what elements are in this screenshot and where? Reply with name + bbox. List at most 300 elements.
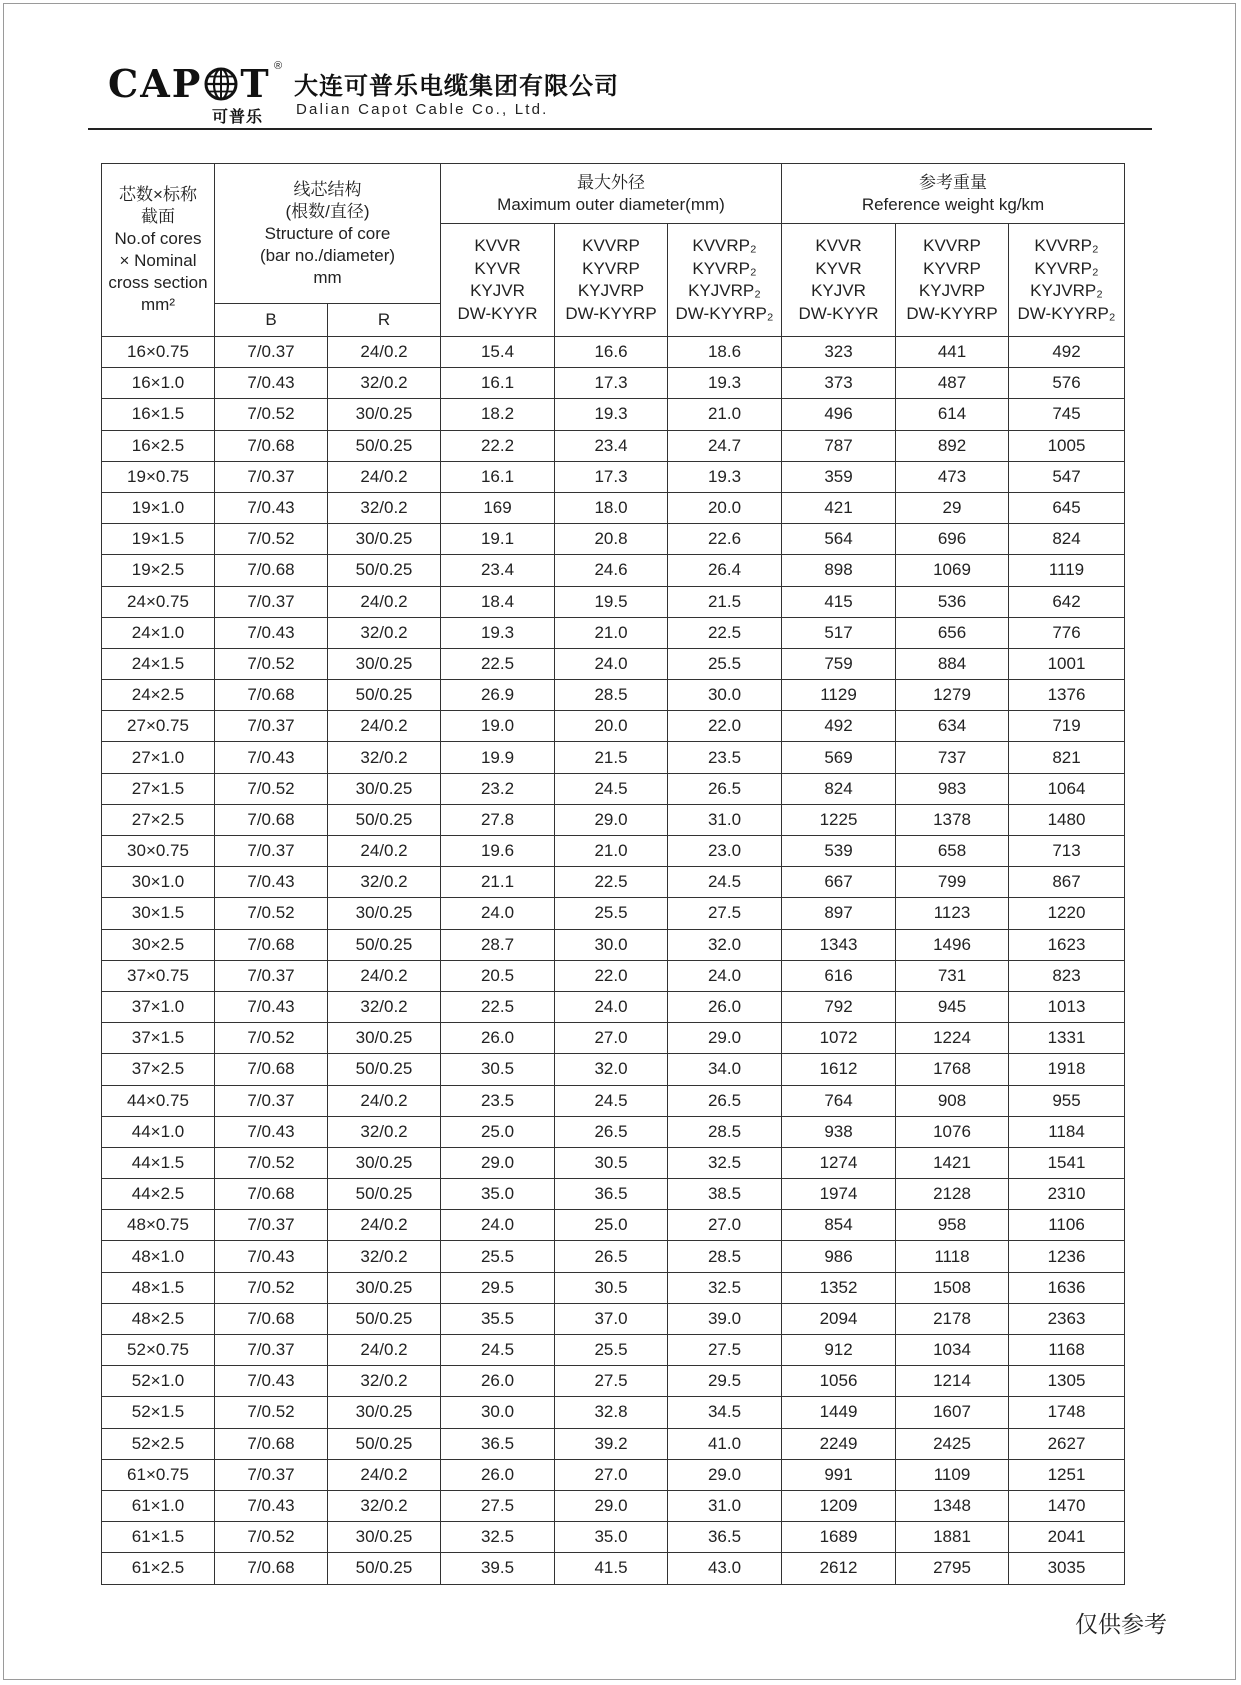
cell-weight-kvvrp2: 1106	[1009, 1210, 1125, 1241]
cell-diameter-kvvrp: 28.5	[555, 680, 668, 711]
cell-structure-r: 30/0.25	[328, 1522, 441, 1553]
cell-diameter-kvvrp: 23.4	[555, 430, 668, 461]
cell-diameter-kvvrp: 27.0	[555, 1023, 668, 1054]
cell-diameter-kvvrp: 41.5	[555, 1553, 668, 1584]
cell-cores-section: 44×0.75	[102, 1085, 215, 1116]
cell-weight-kvvrp: 908	[896, 1085, 1009, 1116]
cell-cores-section: 19×1.0	[102, 492, 215, 523]
cell-weight-kvvr: 912	[782, 1335, 896, 1366]
cell-weight-kvvrp2: 1636	[1009, 1272, 1125, 1303]
cell-diameter-kvvrp: 21.0	[555, 836, 668, 867]
cell-weight-kvvrp2: 821	[1009, 742, 1125, 773]
cell-diameter-kvvr: 15.4	[441, 337, 555, 368]
cell-diameter-kvvrp2: 22.0	[668, 711, 782, 742]
cell-structure-r: 30/0.25	[328, 1023, 441, 1054]
cell-structure-b: 7/0.43	[215, 1241, 328, 1272]
table-row	[102, 991, 1125, 1022]
cell-weight-kvvr: 1689	[782, 1522, 896, 1553]
cell-structure-r: 50/0.25	[328, 1303, 441, 1334]
cell-diameter-kvvr: 25.5	[441, 1241, 555, 1272]
cell-weight-kvvrp2: 2041	[1009, 1522, 1125, 1553]
cell-structure-r: 30/0.25	[328, 773, 441, 804]
cell-structure-r: 30/0.25	[328, 1272, 441, 1303]
cell-diameter-kvvrp: 25.0	[555, 1210, 668, 1241]
header-model-group: KVVRP KYVRP KYJVRP DW-KYYRP	[896, 224, 1009, 337]
cell-weight-kvvrp2: 576	[1009, 368, 1125, 399]
cell-structure-r: 24/0.2	[328, 836, 441, 867]
cell-weight-kvvr: 564	[782, 524, 896, 555]
table-row	[102, 524, 1125, 555]
cell-weight-kvvrp: 1034	[896, 1335, 1009, 1366]
cell-structure-b: 7/0.37	[215, 337, 328, 368]
cell-structure-r: 50/0.25	[328, 680, 441, 711]
cell-diameter-kvvrp2: 29.0	[668, 1023, 782, 1054]
cell-structure-r: 50/0.25	[328, 555, 441, 586]
cell-structure-b: 7/0.37	[215, 836, 328, 867]
table-row	[102, 1179, 1125, 1210]
cell-structure-r: 24/0.2	[328, 1085, 441, 1116]
cell-structure-r: 50/0.25	[328, 1179, 441, 1210]
cell-diameter-kvvrp2: 41.0	[668, 1428, 782, 1459]
cell-weight-kvvrp: 1076	[896, 1116, 1009, 1147]
cell-structure-r: 30/0.25	[328, 1147, 441, 1178]
cell-cores-section: 16×0.75	[102, 337, 215, 368]
cell-cores-section: 24×1.5	[102, 648, 215, 679]
table-row	[102, 492, 1125, 523]
table-row	[102, 867, 1125, 898]
table-row	[102, 929, 1125, 960]
cell-diameter-kvvrp: 30.5	[555, 1147, 668, 1178]
cell-diameter-kvvrp2: 26.4	[668, 555, 782, 586]
cell-diameter-kvvr: 24.0	[441, 898, 555, 929]
cell-weight-kvvrp: 614	[896, 399, 1009, 430]
cell-diameter-kvvrp: 21.0	[555, 617, 668, 648]
cell-cores-section: 61×0.75	[102, 1459, 215, 1490]
cell-diameter-kvvrp: 26.5	[555, 1241, 668, 1272]
cell-cores-section: 37×1.5	[102, 1023, 215, 1054]
cell-diameter-kvvrp2: 25.5	[668, 648, 782, 679]
cell-weight-kvvrp: 799	[896, 867, 1009, 898]
cell-structure-b: 7/0.37	[215, 1085, 328, 1116]
cell-cores-section: 27×1.5	[102, 773, 215, 804]
cell-weight-kvvr: 1343	[782, 929, 896, 960]
cell-diameter-kvvrp: 25.5	[555, 1335, 668, 1366]
cell-weight-kvvr: 616	[782, 960, 896, 991]
cell-weight-kvvr: 1274	[782, 1147, 896, 1178]
cell-diameter-kvvrp2: 21.0	[668, 399, 782, 430]
table-row	[102, 1397, 1125, 1428]
table-row	[102, 648, 1125, 679]
cell-weight-kvvrp2: 1470	[1009, 1490, 1125, 1521]
cell-diameter-kvvr: 26.0	[441, 1459, 555, 1490]
cell-diameter-kvvrp: 32.0	[555, 1054, 668, 1085]
cell-diameter-kvvrp: 24.5	[555, 1085, 668, 1116]
cell-diameter-kvvr: 16.1	[441, 461, 555, 492]
cell-diameter-kvvrp: 26.5	[555, 1116, 668, 1147]
cell-cores-section: 27×1.0	[102, 742, 215, 773]
cell-diameter-kvvr: 19.1	[441, 524, 555, 555]
cell-weight-kvvrp: 1508	[896, 1272, 1009, 1303]
cell-diameter-kvvrp2: 26.0	[668, 991, 782, 1022]
cell-cores-section: 52×1.0	[102, 1366, 215, 1397]
cell-weight-kvvr: 824	[782, 773, 896, 804]
cell-weight-kvvr: 759	[782, 648, 896, 679]
cell-diameter-kvvr: 32.5	[441, 1522, 555, 1553]
table-row	[102, 1116, 1125, 1147]
cell-diameter-kvvrp: 35.0	[555, 1522, 668, 1553]
cell-cores-section: 37×0.75	[102, 960, 215, 991]
cell-diameter-kvvrp2: 39.0	[668, 1303, 782, 1334]
cell-diameter-kvvr: 30.0	[441, 1397, 555, 1428]
cell-structure-b: 7/0.52	[215, 1023, 328, 1054]
cell-diameter-kvvrp2: 27.5	[668, 898, 782, 929]
cell-structure-b: 7/0.43	[215, 1490, 328, 1521]
cell-weight-kvvr: 415	[782, 586, 896, 617]
cell-weight-kvvrp: 945	[896, 991, 1009, 1022]
header-cores-section: 芯数×标称 截面 No.of cores × Nominal cross section mm²	[102, 164, 215, 337]
cell-structure-b: 7/0.43	[215, 1366, 328, 1397]
table-row	[102, 1428, 1125, 1459]
table-row	[102, 368, 1125, 399]
table-row	[102, 430, 1125, 461]
cell-structure-r: 50/0.25	[328, 804, 441, 835]
table-row	[102, 804, 1125, 835]
cell-structure-r: 50/0.25	[328, 430, 441, 461]
cell-cores-section: 61×1.5	[102, 1522, 215, 1553]
cell-cores-section: 61×1.0	[102, 1490, 215, 1521]
cell-structure-r: 24/0.2	[328, 337, 441, 368]
cell-structure-b: 7/0.52	[215, 1147, 328, 1178]
cell-weight-kvvr: 496	[782, 399, 896, 430]
cell-weight-kvvrp: 696	[896, 524, 1009, 555]
cell-diameter-kvvrp: 37.0	[555, 1303, 668, 1334]
cell-diameter-kvvrp2: 27.0	[668, 1210, 782, 1241]
cell-diameter-kvvr: 16.1	[441, 368, 555, 399]
table-row	[102, 1147, 1125, 1178]
table-row	[102, 1366, 1125, 1397]
cell-structure-b: 7/0.37	[215, 1335, 328, 1366]
cell-structure-r: 32/0.2	[328, 991, 441, 1022]
cell-weight-kvvrp: 731	[896, 960, 1009, 991]
cell-diameter-kvvrp: 17.3	[555, 461, 668, 492]
cell-weight-kvvrp2: 2627	[1009, 1428, 1125, 1459]
cell-diameter-kvvr: 19.9	[441, 742, 555, 773]
cell-diameter-kvvrp2: 28.5	[668, 1116, 782, 1147]
cell-structure-b: 7/0.37	[215, 1210, 328, 1241]
cell-weight-kvvrp2: 492	[1009, 337, 1125, 368]
cell-structure-r: 30/0.25	[328, 898, 441, 929]
cell-structure-b: 7/0.68	[215, 1303, 328, 1334]
cell-diameter-kvvrp: 25.5	[555, 898, 668, 929]
table-row	[102, 836, 1125, 867]
cell-diameter-kvvrp2: 38.5	[668, 1179, 782, 1210]
cell-weight-kvvrp2: 2363	[1009, 1303, 1125, 1334]
table-row	[102, 1085, 1125, 1116]
cell-cores-section: 30×2.5	[102, 929, 215, 960]
cell-structure-b: 7/0.68	[215, 1179, 328, 1210]
cell-weight-kvvrp2: 823	[1009, 960, 1125, 991]
cell-cores-section: 27×0.75	[102, 711, 215, 742]
cell-structure-b: 7/0.68	[215, 555, 328, 586]
cell-cores-section: 48×0.75	[102, 1210, 215, 1241]
cell-structure-b: 7/0.68	[215, 1054, 328, 1085]
cell-diameter-kvvrp: 36.5	[555, 1179, 668, 1210]
logo-text-left: CAP	[108, 61, 203, 106]
table-row	[102, 1553, 1125, 1584]
cell-weight-kvvrp: 1069	[896, 555, 1009, 586]
cell-structure-b: 7/0.68	[215, 680, 328, 711]
cell-diameter-kvvrp2: 24.5	[668, 867, 782, 898]
table-row	[102, 1023, 1125, 1054]
cell-structure-b: 7/0.52	[215, 1272, 328, 1303]
cell-weight-kvvrp2: 1119	[1009, 555, 1125, 586]
cell-cores-section: 48×1.5	[102, 1272, 215, 1303]
table-row	[102, 399, 1125, 430]
cell-cores-section: 52×1.5	[102, 1397, 215, 1428]
cell-weight-kvvrp2: 547	[1009, 461, 1125, 492]
cell-diameter-kvvr: 21.1	[441, 867, 555, 898]
logo-text-right: T	[240, 61, 271, 106]
cell-diameter-kvvrp: 24.0	[555, 991, 668, 1022]
cell-diameter-kvvr: 39.5	[441, 1553, 555, 1584]
cell-weight-kvvr: 517	[782, 617, 896, 648]
cell-structure-r: 32/0.2	[328, 1366, 441, 1397]
cell-weight-kvvr: 492	[782, 711, 896, 742]
cell-diameter-kvvrp2: 29.0	[668, 1459, 782, 1490]
cell-weight-kvvr: 421	[782, 492, 896, 523]
cell-weight-kvvrp2: 1748	[1009, 1397, 1125, 1428]
cell-structure-b: 7/0.52	[215, 524, 328, 555]
header-model-group: KVVR KYVR KYJVR DW-KYYR	[782, 224, 896, 337]
cell-weight-kvvr: 764	[782, 1085, 896, 1116]
cell-weight-kvvr: 1449	[782, 1397, 896, 1428]
cell-structure-r: 24/0.2	[328, 1459, 441, 1490]
cell-structure-b: 7/0.52	[215, 898, 328, 929]
cable-spec-table	[101, 163, 1125, 1585]
cell-diameter-kvvr: 26.0	[441, 1023, 555, 1054]
cell-structure-b: 7/0.43	[215, 1116, 328, 1147]
cell-weight-kvvrp: 1607	[896, 1397, 1009, 1428]
cell-cores-section: 44×2.5	[102, 1179, 215, 1210]
cell-weight-kvvrp: 958	[896, 1210, 1009, 1241]
cell-structure-r: 50/0.25	[328, 1428, 441, 1459]
cell-structure-b: 7/0.43	[215, 742, 328, 773]
cell-cores-section: 24×2.5	[102, 680, 215, 711]
cell-diameter-kvvrp: 32.8	[555, 1397, 668, 1428]
cell-weight-kvvrp2: 645	[1009, 492, 1125, 523]
cell-structure-b: 7/0.43	[215, 867, 328, 898]
cell-diameter-kvvrp2: 19.3	[668, 368, 782, 399]
cell-structure-r: 32/0.2	[328, 1241, 441, 1272]
cell-weight-kvvr: 2249	[782, 1428, 896, 1459]
cell-weight-kvvrp: 1109	[896, 1459, 1009, 1490]
cell-weight-kvvrp2: 745	[1009, 399, 1125, 430]
cell-diameter-kvvr: 24.5	[441, 1335, 555, 1366]
cell-structure-b: 7/0.52	[215, 1522, 328, 1553]
cell-structure-b: 7/0.52	[215, 1397, 328, 1428]
cell-diameter-kvvrp: 22.0	[555, 960, 668, 991]
cell-diameter-kvvr: 19.0	[441, 711, 555, 742]
cell-diameter-kvvrp: 30.5	[555, 1272, 668, 1303]
cell-diameter-kvvrp: 20.0	[555, 711, 668, 742]
cell-cores-section: 52×2.5	[102, 1428, 215, 1459]
table-row	[102, 1490, 1125, 1521]
page-header	[108, 60, 708, 130]
cell-diameter-kvvrp: 20.8	[555, 524, 668, 555]
cell-weight-kvvrp2: 1918	[1009, 1054, 1125, 1085]
cell-structure-r: 24/0.2	[328, 711, 441, 742]
cell-weight-kvvr: 373	[782, 368, 896, 399]
cell-structure-b: 7/0.37	[215, 461, 328, 492]
cell-weight-kvvrp2: 713	[1009, 836, 1125, 867]
cell-structure-b: 7/0.37	[215, 711, 328, 742]
cell-weight-kvvr: 539	[782, 836, 896, 867]
cell-structure-b: 7/0.68	[215, 1553, 328, 1584]
cell-diameter-kvvrp2: 28.5	[668, 1241, 782, 1272]
cell-weight-kvvrp: 658	[896, 836, 1009, 867]
cell-structure-r: 24/0.2	[328, 1210, 441, 1241]
table-row	[102, 1272, 1125, 1303]
cell-diameter-kvvr: 23.4	[441, 555, 555, 586]
cell-weight-kvvrp: 1348	[896, 1490, 1009, 1521]
cell-diameter-kvvr: 25.0	[441, 1116, 555, 1147]
cell-diameter-kvvr: 27.8	[441, 804, 555, 835]
cell-diameter-kvvr: 18.4	[441, 586, 555, 617]
cell-weight-kvvr: 1612	[782, 1054, 896, 1085]
logo-chinese: 可普乐	[212, 109, 264, 126]
cell-structure-r: 30/0.25	[328, 524, 441, 555]
cell-diameter-kvvr: 27.5	[441, 1490, 555, 1521]
cell-weight-kvvr: 2612	[782, 1553, 896, 1584]
cell-weight-kvvr: 667	[782, 867, 896, 898]
cell-diameter-kvvrp2: 34.5	[668, 1397, 782, 1428]
cell-weight-kvvrp2: 2310	[1009, 1179, 1125, 1210]
cell-structure-r: 50/0.25	[328, 1054, 441, 1085]
table-row	[102, 1459, 1125, 1490]
cell-structure-b: 7/0.52	[215, 399, 328, 430]
cell-weight-kvvrp2: 642	[1009, 586, 1125, 617]
cell-weight-kvvrp2: 1220	[1009, 898, 1125, 929]
cell-diameter-kvvrp: 19.5	[555, 586, 668, 617]
cell-weight-kvvr: 1352	[782, 1272, 896, 1303]
cell-diameter-kvvr: 35.5	[441, 1303, 555, 1334]
cell-diameter-kvvrp: 39.2	[555, 1428, 668, 1459]
cell-structure-b: 7/0.37	[215, 586, 328, 617]
table-row	[102, 586, 1125, 617]
cell-structure-r: 32/0.2	[328, 742, 441, 773]
cell-weight-kvvrp: 1279	[896, 680, 1009, 711]
table-row	[102, 898, 1125, 929]
cell-cores-section: 30×0.75	[102, 836, 215, 867]
cell-weight-kvvrp2: 1331	[1009, 1023, 1125, 1054]
cell-weight-kvvrp: 441	[896, 337, 1009, 368]
cell-cores-section: 16×2.5	[102, 430, 215, 461]
table-row	[102, 461, 1125, 492]
cell-diameter-kvvrp: 27.0	[555, 1459, 668, 1490]
table-row	[102, 1210, 1125, 1241]
cell-diameter-kvvrp2: 21.5	[668, 586, 782, 617]
header-structure-r: R	[328, 304, 441, 337]
cell-diameter-kvvr: 23.2	[441, 773, 555, 804]
cell-diameter-kvvr: 35.0	[441, 1179, 555, 1210]
cell-diameter-kvvr: 19.3	[441, 617, 555, 648]
cell-diameter-kvvrp2: 24.7	[668, 430, 782, 461]
cell-weight-kvvr: 1072	[782, 1023, 896, 1054]
cell-weight-kvvrp2: 1001	[1009, 648, 1125, 679]
company-name-chinese: 大连可普乐电缆集团有限公司	[294, 72, 619, 100]
cell-diameter-kvvr: 23.5	[441, 1085, 555, 1116]
cell-weight-kvvrp2: 1005	[1009, 430, 1125, 461]
cell-diameter-kvvr: 28.7	[441, 929, 555, 960]
cell-cores-section: 48×1.0	[102, 1241, 215, 1272]
cell-weight-kvvrp: 1421	[896, 1147, 1009, 1178]
cell-diameter-kvvrp: 19.3	[555, 399, 668, 430]
cell-diameter-kvvr: 26.0	[441, 1366, 555, 1397]
cell-structure-r: 24/0.2	[328, 960, 441, 991]
cell-diameter-kvvrp2: 20.0	[668, 492, 782, 523]
table-row	[102, 1241, 1125, 1272]
cell-weight-kvvrp2: 1376	[1009, 680, 1125, 711]
header-reference-weight: 参考重量 Reference weight kg/km	[782, 164, 1125, 224]
cell-cores-section: 30×1.5	[102, 898, 215, 929]
cell-structure-r: 24/0.2	[328, 461, 441, 492]
company-name-english: Dalian Capot Cable Co., Ltd.	[296, 101, 549, 118]
cell-structure-b: 7/0.37	[215, 960, 328, 991]
cell-cores-section: 16×1.5	[102, 399, 215, 430]
cell-cores-section: 16×1.0	[102, 368, 215, 399]
cell-weight-kvvrp2: 1623	[1009, 929, 1125, 960]
cell-weight-kvvrp2: 3035	[1009, 1553, 1125, 1584]
cell-diameter-kvvrp2: 31.0	[668, 804, 782, 835]
header-model-group: KVVRP₂ KYVRP₂ KYJVRP₂ DW-KYYRP₂	[668, 224, 782, 337]
cell-weight-kvvrp2: 1541	[1009, 1147, 1125, 1178]
cell-cores-section: 37×1.0	[102, 991, 215, 1022]
cell-weight-kvvr: 1056	[782, 1366, 896, 1397]
cell-weight-kvvrp: 1214	[896, 1366, 1009, 1397]
table-row	[102, 1054, 1125, 1085]
cell-diameter-kvvr: 22.2	[441, 430, 555, 461]
cell-diameter-kvvrp2: 26.5	[668, 773, 782, 804]
cell-diameter-kvvrp2: 29.5	[668, 1366, 782, 1397]
cell-weight-kvvrp2: 719	[1009, 711, 1125, 742]
cell-cores-section: 19×0.75	[102, 461, 215, 492]
cell-diameter-kvvr: 18.2	[441, 399, 555, 430]
cell-weight-kvvrp: 2178	[896, 1303, 1009, 1334]
header-core-structure: 线芯结构 (根数/直径) Structure of core (bar no./diameter) mm	[215, 164, 441, 304]
table-row	[102, 711, 1125, 742]
cell-weight-kvvrp: 1224	[896, 1023, 1009, 1054]
cell-weight-kvvrp2: 1305	[1009, 1366, 1125, 1397]
company-logo	[108, 61, 271, 106]
cell-weight-kvvr: 1209	[782, 1490, 896, 1521]
cell-diameter-kvvr: 22.5	[441, 991, 555, 1022]
cell-diameter-kvvrp: 21.5	[555, 742, 668, 773]
cell-diameter-kvvr: 169	[441, 492, 555, 523]
cell-diameter-kvvrp: 30.0	[555, 929, 668, 960]
cell-weight-kvvrp: 2425	[896, 1428, 1009, 1459]
reference-only-note: 仅供参考	[1075, 1612, 1167, 1638]
cell-weight-kvvr: 991	[782, 1459, 896, 1490]
cell-diameter-kvvrp2: 24.0	[668, 960, 782, 991]
cell-cores-section: 48×2.5	[102, 1303, 215, 1334]
cell-weight-kvvrp2: 824	[1009, 524, 1125, 555]
cell-diameter-kvvr: 36.5	[441, 1428, 555, 1459]
table-row	[102, 555, 1125, 586]
cell-diameter-kvvrp2: 23.5	[668, 742, 782, 773]
cell-structure-b: 7/0.68	[215, 1428, 328, 1459]
cell-weight-kvvrp: 1118	[896, 1241, 1009, 1272]
cell-weight-kvvrp: 487	[896, 368, 1009, 399]
